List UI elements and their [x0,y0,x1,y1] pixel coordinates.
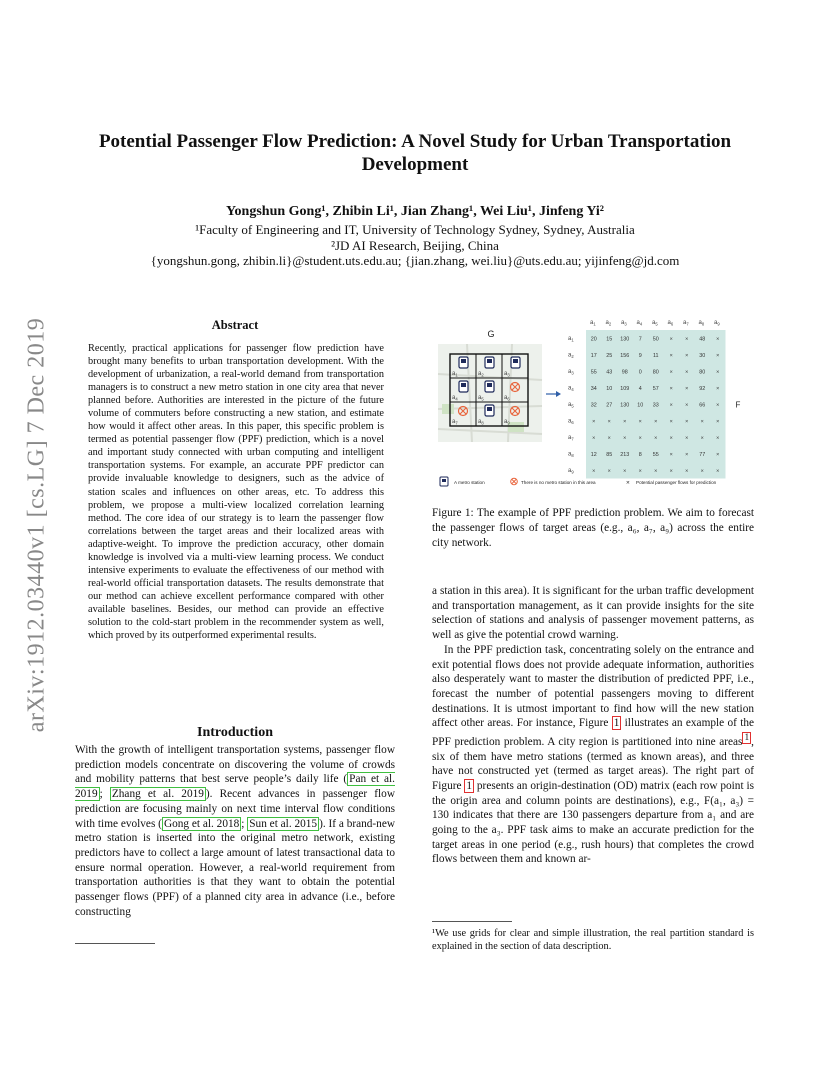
matrix-cell: × [669,452,673,458]
matrix-cell: 213 [620,452,630,458]
metro-station-icon [487,359,492,363]
matrix-cell: 48 [699,336,706,343]
matrix-cell: × [716,386,720,392]
matrix-cell: 57 [652,386,659,392]
matrix-cell: 109 [620,386,630,392]
matrix-column-label: $a_3$ [621,320,627,327]
matrix-cell: × [669,435,673,442]
matrix-cell: 43 [606,369,613,376]
matrix-cell: × [716,452,720,458]
introduction-heading: Introduction [197,725,273,740]
matrix-cell: × [700,435,704,442]
matrix-cell: × [669,336,673,343]
matrix-column-label: $a_5$ [652,320,658,327]
matrix-row-label: $a_2$ [568,352,574,359]
figure-reference-link[interactable]: 1 [466,779,473,792]
matrix-column-label: $a_8$ [698,320,705,327]
matrix-cell: 130 [620,402,630,409]
matrix-row-label: $a_7$ [568,435,574,442]
affiliation-2: ²JD AI Research, Beijing, China [331,238,499,253]
matrix-column-label: $a_9$ [714,320,720,327]
matrix-cell: × [669,468,673,475]
matrix-cell: 17 [590,353,597,359]
matrix-cell: 27 [606,402,613,409]
right-column-text [432,584,754,867]
matrix-cell: × [654,468,658,475]
od-matrix [568,320,741,479]
matrix-cell: × [623,435,627,442]
matrix-cell: × [669,386,673,392]
area-label: $a_5$ [478,395,484,402]
matrix-cell: × [716,369,720,376]
matrix-cell: × [607,419,611,425]
matrix-cell: × [685,402,689,409]
arxiv-identifier-text: arXiv:1912.03440v1 [cs.LG] 7 Dec 2019 [23,317,50,733]
matrix-cell: × [669,419,673,425]
metro-station-icon [487,407,492,411]
citation-link[interactable]: Sun et al. 2015 [249,817,318,830]
author-emails: {yongshun.gong, zhibin.li}@student.uts.edu.au; {jian.zhang, wei.liu}@uts.edu.au; yijinfeng@jd.com [150,253,680,268]
legend-no-station-icon [512,480,516,484]
citation-link[interactable]: Zhang et al. 2019 [111,788,204,801]
matrix-cell: × [669,402,673,409]
matrix-cell: 15 [606,336,613,343]
affiliation-1: ¹Faculty of Engineering and IT, University of Technology Sydney, Sydney, Australia [195,222,635,237]
matrix-cell: × [685,353,689,359]
matrix-column-label: $a_7$ [683,320,689,327]
grid-label: G [487,329,495,339]
matrix-cell: × [685,336,689,343]
matrix-cell: × [607,435,611,442]
area-label: $a_4$ [452,395,458,402]
matrix-cell: × [685,386,689,392]
matrix-cell: × [685,369,689,376]
area-label: $a_6$ [504,395,510,402]
paragraph: In the PPF prediction task, concentrating solely on the entrance and exit potential flows does not provide adequate information, authorities also desperately want to master the distribution of predicted PPF, i.e., forecast the number of potential passengers moving to different destinations. It is utmost important to find how will the new station affect other areas. For instance, Figure 1 illustrates an example of the PPF prediction problem. A city region is partitioned into nine areas $^1$ , six of them have metro stations (termed as known areas), and three have not constructed yet (termed as target areas). The right part of Figure 1 presents an origin-destination (OD) matrix (each row point is the origin area and column points are destinations), e.g., F(a₁, a₃) = 130 indicates that there are 130 passengers departure from a₁ and are going to the a₃. PPF task aims to make an accurate prediction for the target areas in one period (e.g., rush hours) that completes the crowd flows between them and known ar- [432,643,754,866]
matrix-cell: × [638,435,642,442]
matrix-cell: 12 [590,452,597,458]
matrix-cell: 0 [638,369,642,376]
area-label: $a_3$ [504,371,510,378]
matrix-row-label: $a_3$ [568,369,574,376]
footnote-reference-link[interactable]: 1 [744,733,750,744]
matrix-cell: 8 [638,452,642,458]
matrix-row-label: $a_1$ [568,336,574,343]
matrix-cell: × [592,435,596,442]
matrix-cell: 4 [638,386,642,392]
legend-no-station-text: There is no metro station in this area [521,480,596,485]
area-label: $a_8$ [478,419,484,426]
matrix-row-label: $a_5$ [568,402,574,409]
matrix-cell: × [592,468,596,475]
city-map [438,329,542,442]
matrix-cell: 34 [590,386,597,392]
matrix-column-label: $a_6$ [667,320,674,327]
matrix-cell: 156 [620,353,630,359]
legend-potential-text: Potential passenger flows for prediction [636,480,717,485]
matrix-cell: 98 [621,369,628,376]
matrix-cell: × [638,468,642,475]
matrix-cell: × [607,468,611,475]
matrix-cell: 66 [699,402,706,409]
map-to-matrix-arrow [546,391,561,397]
matrix-cell: × [716,402,720,409]
arxiv-identifier [22,290,52,760]
matrix-cell: × [654,419,658,425]
figure-1 [432,314,758,494]
matrix-cell: × [685,419,689,425]
matrix-cell: 33 [652,402,659,409]
metro-station-icon [513,359,518,363]
matrix-cell: × [716,419,720,425]
footnote-rule-right [432,921,512,922]
abstract-text: Recently, practical applications for passenger flow prediction have brought many benefits to urban transportation development. With the development of urbanization, a real-world demand from transportation managers is to construct a new metro station in one city area that never planned before. Authorities are interested in the picture of the future volume of commuters before constructing a new station, and estimate how would it affect other areas. In this paper, this specific problem is termed as potential passenger flow (PPF) prediction, which is a novel and important study connected with urban computing and intelligent transportation systems. For example, an accurate PPF predictor can provide invaluable knowledge to designers, such as the advice of station scales and influences on other areas, etc. To address this problem, we propose a multi-view localized correlation learning method. The core idea of our strategy is to learn the passenger flow correlations between the target areas and their localized areas with adaptive-weight. To improve the prediction accuracy, other domain knowledge is involved via a multi-view learning process. We conduct intensive experiments to evaluate the effectiveness of our method with real-world official transportation datasets. The results demonstrate that our method can achieve excellent performance compared with other available baselines. Besides, our method can provide an effective solution to the cold-start problem in the recommender system as well, which proved by its outperformed experimental results. [88,343,384,642]
matrix-row-label: $a_4$ [568,385,574,392]
paper-title [70,130,760,176]
area-label: $a_2$ [478,371,484,378]
title-line-2: Development [361,154,469,175]
matrix-cell: × [716,336,720,343]
matrix-cell: × [669,369,673,376]
matrix-cell: × [716,468,720,475]
matrix-cell: × [623,468,627,475]
matrix-row-label: $a_8$ [568,451,574,458]
area-label: $a_9$ [504,419,510,426]
metro-station-icon [461,359,466,363]
footnote-rule-left [75,943,155,944]
matrix-cell: × [638,419,642,425]
legend-cross-icon: × [626,479,630,487]
matrix-cell: 20 [590,336,597,343]
legend-station-text: A metro station [454,480,485,485]
footnote: ¹We use grids for clear and simple illustration, the real partition standard is explained in the section of data description. [432,928,754,952]
matrix-column-label: $a_2$ [605,320,612,327]
matrix-cell: 30 [699,353,706,359]
matrix-cell: 85 [606,452,613,458]
citation-link[interactable]: Gong et al. 2018 [163,817,240,830]
matrix-cell: 130 [620,336,630,343]
matrix-cell: 10 [637,402,644,409]
matrix-cell: × [700,468,704,475]
matrix-cell: × [592,419,596,425]
matrix-cell: × [654,435,658,442]
matrix-cell: 11 [652,353,659,359]
matrix-cell: 77 [699,452,706,458]
matrix-cell: 9 [638,353,642,359]
matrix-cell: 7 [638,336,642,343]
matrix-cell: × [685,468,689,475]
title-line-1: Potential Passenger Flow Prediction: A Novel Study for Urban Transportation [98,131,732,152]
matrix-cell: 55 [652,452,659,458]
paragraph: a station in this area). It is significant for the urban traffic development and transportation management, as it can provide insights for the site selection of stations and analysis of passenger movement patterns, as well as give the potential crowd warning. [432,585,754,642]
matrix-cell: × [623,419,627,425]
matrix-cell: 10 [606,386,613,392]
map-park [442,404,454,414]
matrix-row-label: $a_9$ [568,468,574,475]
matrix-cell: 50 [652,336,659,343]
metro-station-icon [487,383,492,387]
matrix-cell: 55 [590,369,597,376]
area-label: $a_1$ [452,371,458,378]
authors: Yongshun Gong¹, Zhibin Li¹, Jian Zhang¹, Wei Liu¹, Jinfeng Yi² [226,204,604,219]
matrix-column-label: $a_4$ [636,320,643,327]
matrix-label: F [735,400,741,410]
matrix-cell: 92 [699,386,706,392]
introduction-paragraph: With the growth of intelligent transportation systems, passenger flow prediction models concentrate on discovering the volume of crowds and mobility patterns that best serve people’s daily life ( Pan et al. 2019 ; Zhang et al. 2019 ). Recent advances in passenger flow prediction are focusing mainly on next time interval flow conditions with time evolves ( Gong et al. 2018 ; Sun et al. 2015 ). If a brand-new metro station is inserted into the original metro network, existing predictors have to collect a large amount of latest transactional data to ensure normal operation. However, a real-world requirement from transportation authorities is that they want to obtain the potential passenger flows (PPF) of a planned city area in advance (i.e., before constructing [75,744,396,918]
metro-station-icon [461,383,466,387]
matrix-cell: 25 [606,353,613,359]
figure-caption: Figure 1: The example of PPF prediction problem. We aim to forecast the passenger flows of target areas (e.g., a₆, a₇, a₉) across the entire city network. [432,507,754,549]
matrix-cell: 80 [652,369,659,376]
arrow-head [556,391,561,397]
figure-reference-link[interactable]: 1 [613,717,620,730]
figure-1-graphic [432,314,758,494]
legend-station-icon [442,479,446,482]
matrix-cell: × [669,353,673,359]
matrix-cell: × [700,419,704,425]
map-park [508,422,524,432]
matrix-cell: × [685,452,689,458]
matrix-cell: × [685,435,689,442]
matrix-column-label: $a_1$ [590,320,596,327]
area-label: $a_7$ [452,419,458,426]
abstract-heading: Abstract [211,318,259,332]
matrix-row-label: $a_6$ [568,418,574,425]
matrix-cell: × [716,435,720,442]
matrix-cell: 32 [590,402,597,409]
matrix-cell: 80 [699,369,706,376]
citation-link[interactable]: Pan et al. 2019 [75,773,395,801]
matrix-cell: × [716,353,720,359]
